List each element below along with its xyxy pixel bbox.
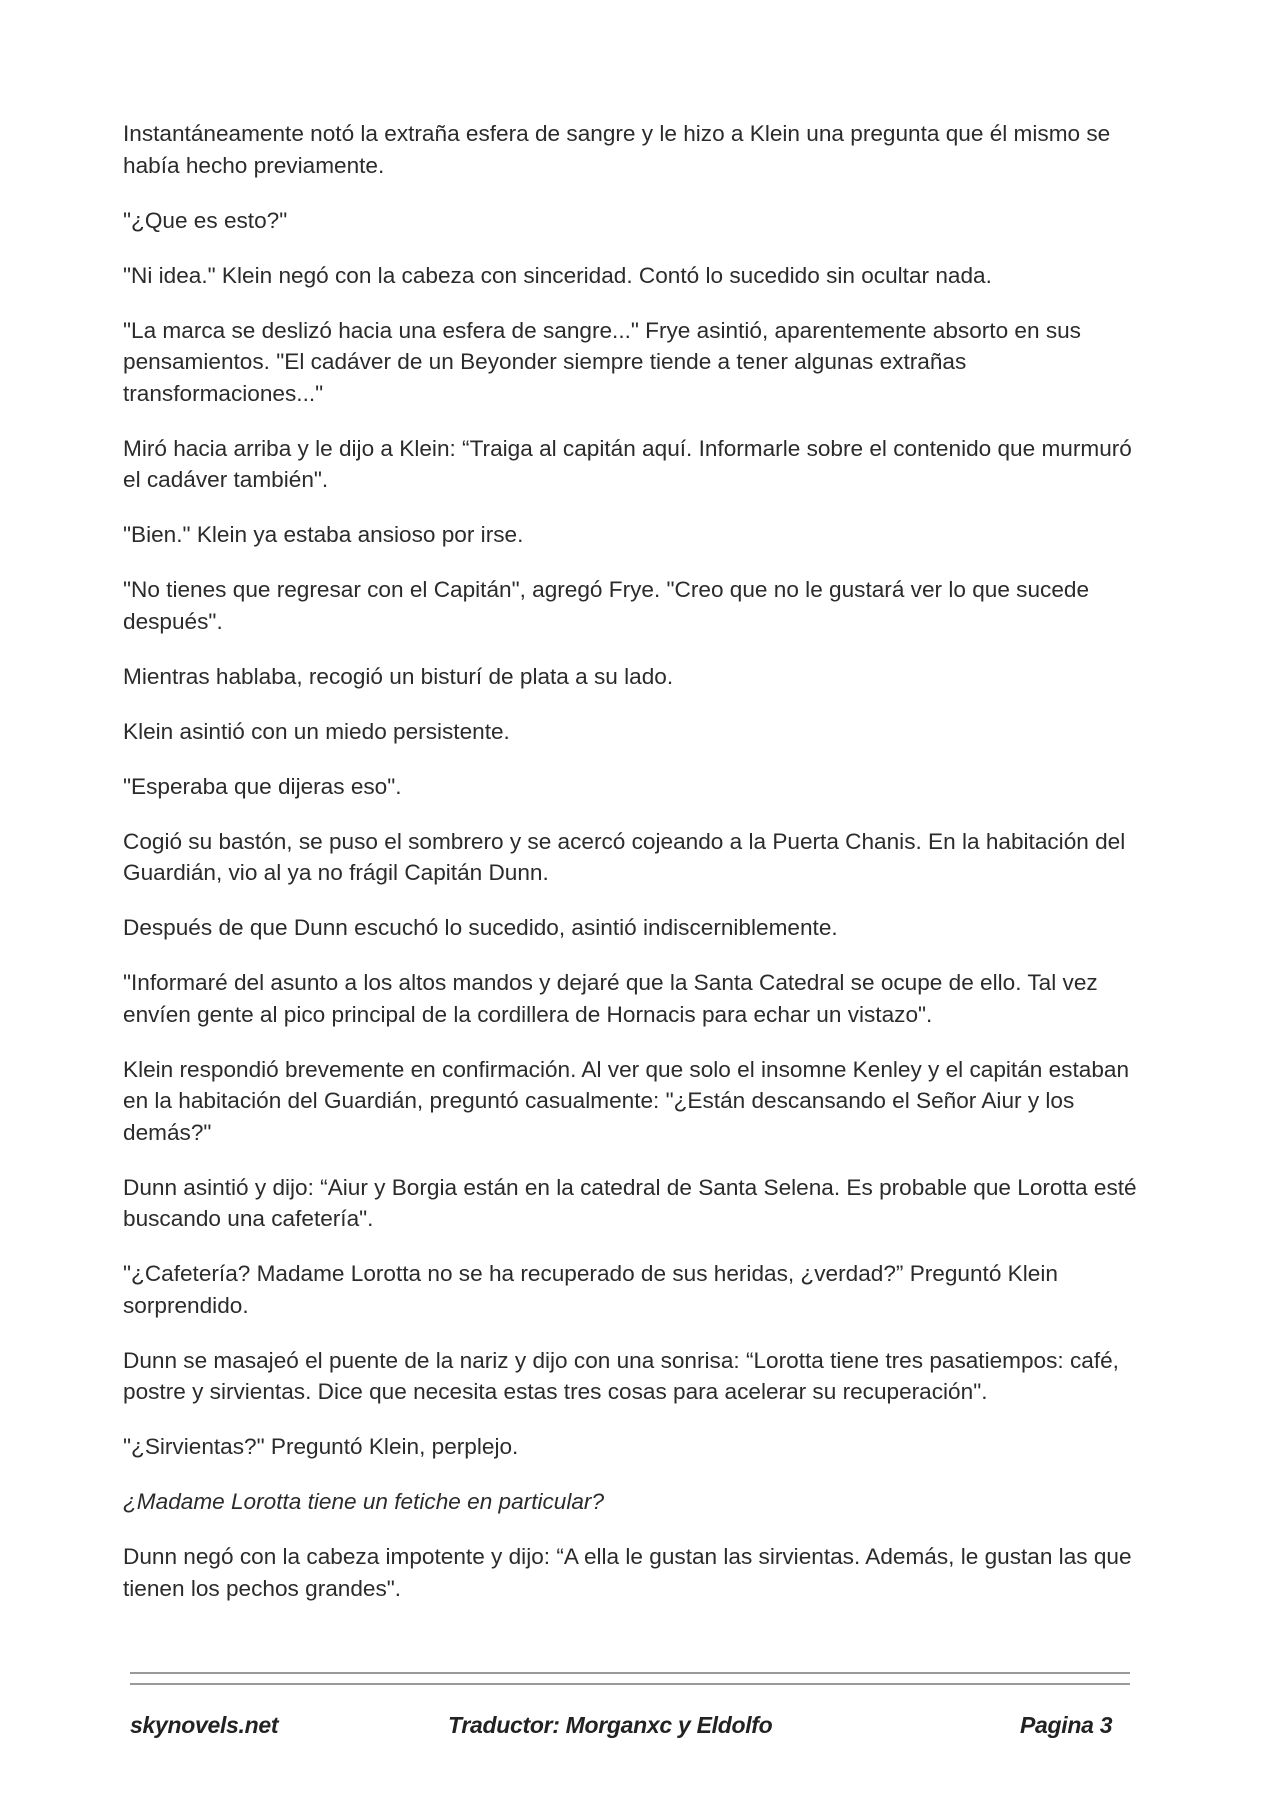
paragraph: "¿Cafetería? Madame Lorotta no se ha recuperado de sus heridas, ¿verdad?” Preguntó Klein sorprendido. bbox=[123, 1261, 1058, 1318]
paragraph: Dunn negó con la cabeza impotente y dijo: “A ella le gustan las sirvientas. Además, le gustan las que tienen los pechos grandes". bbox=[123, 1544, 1132, 1601]
paragraph: "Esperaba que dijeras eso". bbox=[123, 773, 402, 799]
paragraph: Después de que Dunn escuchó lo sucedido, asintió indiscerniblemente. bbox=[123, 915, 838, 940]
paragraph: "¿Que es esto?" bbox=[123, 207, 288, 233]
paragraph: Klein respondió brevemente en confirmación. Al ver que solo el insomne Kenley y el capitán estaban en la habitación del Guardián, preguntó casualmente: "¿Están descansando el Señor Aiur y los demás?" bbox=[123, 1056, 1130, 1145]
paragraph: Klein asintió con un miedo persistente. bbox=[123, 718, 510, 744]
paragraph: "Bien." Klein ya estaba ansioso por irse. bbox=[123, 522, 524, 547]
footer-page-number: Pagina 3 bbox=[1020, 1712, 1113, 1738]
footer-divider-bottom bbox=[130, 1683, 1130, 1685]
body-text bbox=[123, 118, 1143, 1628]
footer-site: skynovels.net bbox=[130, 1712, 279, 1738]
footer-divider-top bbox=[130, 1672, 1130, 1674]
paragraph: "La marca se deslizó hacia una esfera de sangre..." Frye asintió, aparentemente absorto en sus pensamientos. "El cadáver de un Beyonder siempre tiende a tener algunas extrañas transformaciones..." bbox=[123, 317, 1081, 406]
paragraph: Instantáneamente notó la extraña esfera de sangre y le hizo a Klein una pregunta que él mismo se había hecho previamente. bbox=[123, 121, 1111, 178]
paragraph: Cogió su bastón, se puso el sombrero y se acercó cojeando a la Puerta Chanis. En la habitación del Guardián, vio al ya no frágil Capitán Dunn. bbox=[123, 828, 1126, 885]
paragraph: Miró hacia arriba y le dijo a Klein: “Traiga al capitán aquí. Informarle sobre el contenido que murmuró el cadáver también". bbox=[123, 435, 1132, 492]
paragraph: "Informaré del asunto a los altos mandos y dejaré que la Santa Catedral se ocupe de ello. Tal vez envíen gente al pico principal de la cordillera de Hornacis para echar un vistazo". bbox=[123, 970, 1098, 1027]
paragraph: "¿Sirvientas?" Preguntó Klein, perplejo. bbox=[123, 1434, 519, 1459]
paragraph: Mientras hablaba, recogió un bisturí de plata a su lado. bbox=[123, 663, 674, 689]
paragraph: Dunn asintió y dijo: “Aiur y Borgia están en la catedral de Santa Selena. Es probable que Lorotta esté buscando una cafetería". bbox=[123, 1174, 1137, 1231]
paragraph: "Ni idea." Klein negó con la cabeza con sinceridad. Contó lo sucedido sin ocultar nada. bbox=[123, 262, 992, 288]
paragraph: Dunn se masajeó el puente de la nariz y dijo con una sonrisa: “Lorotta tiene tres pasatiempos: café, postre y sirvientas. Dice que necesita estas tres cosas para acelerar su recuperación". bbox=[123, 1347, 1119, 1404]
footer-translator: Traductor: Morganxc y Eldolfo bbox=[448, 1712, 773, 1738]
paragraph: "No tienes que regresar con el Capitán", agregó Frye. "Creo que no le gustará ver lo que sucede después". bbox=[123, 577, 1090, 634]
italic-thought-paragraph: ¿Madame Lorotta tiene un fetiche en particular? bbox=[123, 1489, 605, 1514]
